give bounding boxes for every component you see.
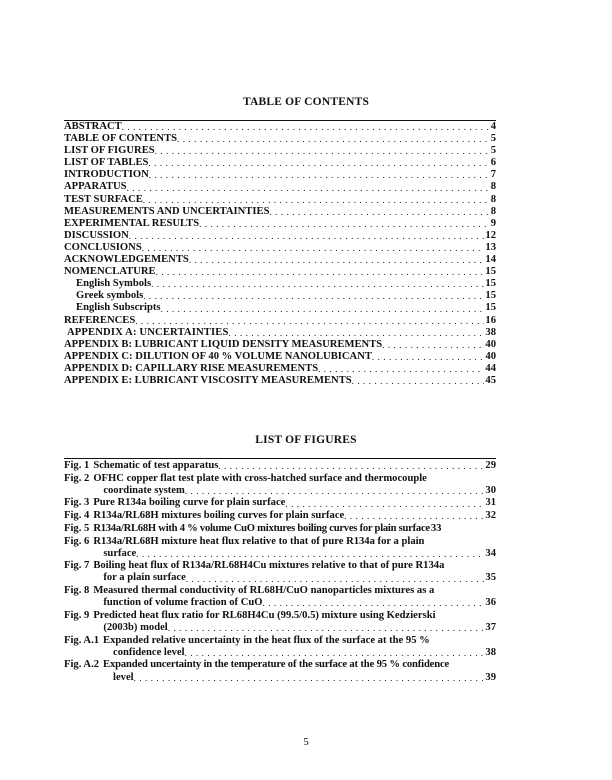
dot-leader (156, 267, 485, 278)
page-ref: 34 (485, 547, 496, 559)
entry-label: APPENDIX B: LUBRICANT LIQUID DENSITY MEASUREMENTS (64, 338, 383, 350)
figure-entry[interactable] (64, 497, 496, 509)
toc-entry-appendix[interactable] (64, 351, 496, 363)
dot-leader (143, 291, 484, 302)
page-ref: 36 (485, 597, 496, 609)
page-ref: 38 (485, 326, 496, 338)
dot-leader (177, 134, 490, 145)
figure-entry[interactable] (64, 610, 496, 634)
toc-entry-appendix[interactable] (64, 339, 496, 351)
entry-label: Expanded relative uncertainty in the heat flux of the surface at the 95 % (103, 634, 430, 646)
page-ref: 13 (485, 241, 496, 253)
entry-label: APPENDIX A: UNCERTAINTIES (67, 326, 229, 338)
entry-label: function of volume fraction of CuO (103, 597, 263, 609)
entry-label: (2003b) model (103, 621, 168, 633)
page-ref: 6 (490, 157, 496, 169)
entry-label (93, 485, 496, 497)
entry-label: APPENDIX D: CAPILLARY RISE MEASUREMENTS (64, 362, 319, 374)
entry-label: Predicted heat flux ratio for RL68H4Cu (99.5/0.5) mixture using Kedzierski (93, 609, 436, 621)
page-ref: 37 (485, 621, 496, 633)
dot-leader (129, 231, 485, 242)
entry-label: APPENDIX E: LUBRICANT VISCOSITY MEASUREMENTS (64, 374, 352, 386)
figure-number: Fig. 4 (64, 510, 90, 522)
dot-leader (155, 146, 490, 157)
figure-entry[interactable] (64, 523, 496, 535)
dot-leader (135, 316, 484, 327)
page-ref: 31 (485, 497, 496, 509)
page-ref: 8 (490, 193, 496, 205)
page-ref: 33 (430, 522, 442, 534)
figure-number: Fig. A.2 (64, 659, 100, 671)
page-ref: 4 (490, 121, 496, 132)
page-ref: 39 (485, 671, 496, 683)
dot-leader (199, 219, 490, 230)
dot-leader (151, 279, 484, 290)
dot-leader (127, 183, 490, 194)
figure-number: Fig. 7 (64, 560, 90, 572)
entry-label: R134a/RL68H mixtures boiling curves for plain surface (93, 510, 345, 522)
figures-list (64, 460, 496, 684)
entry-label: REFERENCES (64, 314, 136, 326)
dot-leader (189, 255, 485, 266)
dot-leader (134, 673, 485, 684)
entry-label: Measured thermal conductivity of RL68H/CuO nanoparticles mixtures as a (93, 585, 435, 597)
dot-leader (143, 195, 490, 206)
page-ref: 12 (485, 229, 496, 241)
dot-leader (352, 376, 485, 387)
dot-leader (122, 122, 490, 133)
dot-leader (136, 549, 484, 560)
entry-label: English Symbols (76, 278, 152, 290)
entry-label (93, 572, 496, 584)
entry-label: R134a/RL68H with 4 % volume CuO mixtures boiling curves for plain surface (93, 522, 430, 534)
dot-leader (263, 598, 485, 609)
entry-label (93, 597, 496, 609)
page-ref: 15 (485, 278, 496, 290)
page-ref: 40 (485, 338, 496, 350)
dot-leader (218, 461, 484, 472)
toc-entry-appendix[interactable] (64, 375, 496, 387)
figure-number: Fig. 3 (64, 497, 90, 509)
figure-number: Fig. 5 (64, 522, 90, 534)
entry-label: TEST SURFACE (64, 193, 143, 205)
figure-entry[interactable] (64, 560, 496, 584)
toc-entry[interactable] (64, 145, 496, 157)
toc-subentry[interactable] (64, 302, 496, 314)
entry-label (93, 548, 496, 560)
figure-entry[interactable] (64, 473, 496, 497)
entry-label: INTRODUCTION (64, 169, 149, 181)
figure-number: Fig. 1 (64, 460, 90, 471)
toc-entry[interactable] (64, 169, 496, 181)
figure-number: Fig. 9 (64, 609, 90, 621)
page-ref: 15 (485, 266, 496, 278)
toc-subentry[interactable] (64, 278, 496, 290)
entry-label: NOMENCLATURE (64, 266, 156, 278)
entry-label: surface (103, 547, 137, 559)
page-ref: 5 (490, 133, 496, 145)
toc-entry[interactable] (64, 266, 496, 278)
figures-divider (64, 458, 496, 459)
entry-label: EXPERIMENTAL RESULTS (64, 217, 200, 229)
entry-label (103, 672, 496, 684)
dot-leader (285, 499, 484, 510)
page-ref: 35 (485, 572, 496, 584)
page-ref: 5 (490, 145, 496, 157)
toc-entry[interactable] (64, 157, 496, 169)
dot-leader (149, 170, 490, 181)
toc-entry[interactable] (64, 194, 496, 206)
figure-number: Fig. 2 (64, 472, 90, 484)
entry-label: English Subscripts (76, 302, 161, 314)
dot-leader (229, 328, 485, 339)
page-ref: 29 (485, 460, 496, 471)
toc-entry[interactable] (64, 181, 496, 193)
dot-leader (318, 364, 484, 375)
dot-leader (382, 340, 484, 351)
page-ref: 38 (485, 646, 496, 658)
page-ref: 9 (490, 217, 496, 229)
toc-entry[interactable] (64, 315, 496, 327)
figure-number: Fig. 6 (64, 535, 90, 547)
dot-leader (148, 158, 489, 169)
entry-label: OFHC copper flat test plate with cross-hatched surface and thermocouple (93, 472, 427, 484)
entry-label: MEASUREMENTS AND UNCERTAINTIES (64, 205, 270, 217)
toc-entry[interactable] (64, 218, 496, 230)
dot-leader (161, 304, 485, 315)
toc-entry-appendix[interactable] (64, 327, 496, 339)
entry-label (103, 647, 496, 659)
entry-label: Schematic of test apparatus (93, 460, 219, 471)
entry-label: Expanded uncertainty in the temperature of the surface at the 95 % confidence (103, 659, 450, 671)
page-ref: 32 (485, 510, 496, 522)
entry-label: ABSTRACT (64, 121, 122, 132)
figure-entry[interactable] (64, 460, 496, 472)
page-ref: 7 (490, 169, 496, 181)
toc-title: TABLE OF CONTENTS (242, 96, 370, 108)
entry-label: coordinate system (103, 484, 185, 496)
entry-label: LIST OF FIGURES (64, 145, 155, 157)
figures-title: LIST OF FIGURES (255, 434, 357, 446)
toc-entry[interactable] (64, 206, 496, 218)
entry-label: confidence level (113, 646, 185, 658)
entry-label: Pure R134a boiling curve for plain surface (93, 497, 286, 509)
page-ref: 8 (490, 205, 496, 217)
toc-entry[interactable] (64, 133, 496, 145)
entry-label: CONCLUSIONS (64, 241, 142, 253)
entry-label: level (113, 671, 134, 683)
page-ref: 30 (485, 484, 496, 496)
toc-entry[interactable] (64, 121, 496, 133)
page-ref: 16 (485, 314, 496, 326)
dot-leader (185, 648, 485, 659)
figure-entry[interactable] (64, 585, 496, 609)
figure-entry[interactable] (64, 659, 496, 683)
entry-label: ACKNOWLEDGEMENTS (64, 254, 189, 266)
entry-label: TABLE OF CONTENTS (64, 133, 178, 145)
dot-leader (142, 243, 485, 254)
toc-entry-appendix[interactable] (64, 363, 496, 375)
entry-label: Greek symbols (76, 290, 144, 302)
dot-leader (344, 511, 484, 522)
figure-number: Fig. 8 (64, 585, 90, 597)
dot-leader (186, 574, 485, 585)
toc-entry[interactable] (64, 254, 496, 266)
entry-label: R134a/RL68H mixture heat flux relative to that of pure R134a for a plain (93, 535, 425, 547)
figure-entry[interactable] (64, 536, 496, 560)
dot-leader (372, 352, 485, 363)
figure-entry[interactable] (64, 510, 496, 522)
page-ref: 40 (485, 350, 496, 362)
figure-entry[interactable] (64, 635, 496, 659)
entry-label: APPENDIX C: DILUTION OF 40 % VOLUME NANOLUBICANT (64, 350, 372, 362)
entry-label: LIST OF TABLES (64, 157, 149, 169)
page-ref: 15 (485, 290, 496, 302)
toc-list (64, 121, 496, 387)
entry-label: Boiling heat flux of R134a/RL68H4Cu mixtures relative to that of pure R134a (93, 560, 445, 572)
page-ref: 14 (485, 254, 496, 266)
dot-leader (168, 623, 485, 634)
entry-label: APPARATUS (64, 181, 127, 193)
page-ref: 45 (485, 374, 496, 386)
dot-leader (185, 486, 485, 497)
toc-entry[interactable] (64, 230, 496, 242)
figure-number: Fig. A.1 (64, 634, 100, 646)
page-number: 5 (303, 736, 309, 748)
page-ref: 44 (485, 362, 496, 374)
toc-subentry[interactable] (64, 290, 496, 302)
entry-label: DISCUSSION (64, 229, 129, 241)
page-ref: 15 (485, 302, 496, 314)
dot-leader (269, 207, 489, 218)
toc-entry[interactable] (64, 242, 496, 254)
page-ref: 8 (490, 181, 496, 193)
entry-label (93, 622, 496, 634)
entry-label: for a plain surface (103, 572, 186, 584)
